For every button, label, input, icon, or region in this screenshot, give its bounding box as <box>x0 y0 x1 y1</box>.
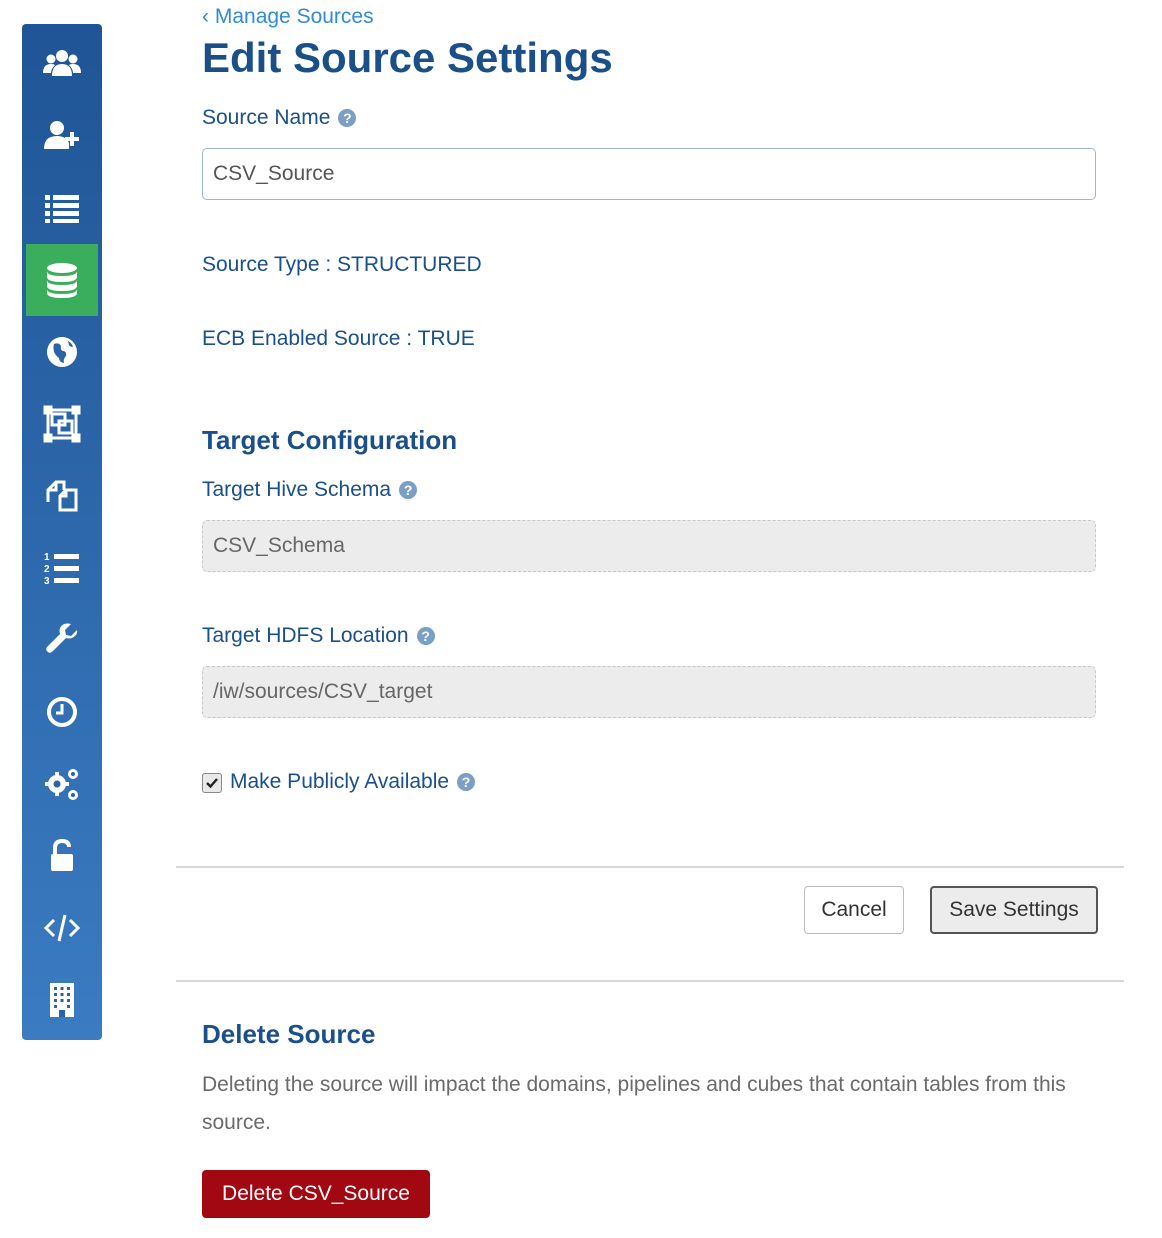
source-name-label-row <box>202 106 356 130</box>
nav-security[interactable] <box>26 820 98 892</box>
user-plus-icon <box>42 116 82 156</box>
make-public-checkbox[interactable] <box>202 773 222 793</box>
divider <box>176 866 1124 868</box>
help-icon[interactable]: ? <box>399 481 417 499</box>
ordered-list-icon <box>42 548 82 588</box>
make-public-label[interactable]: Make Publicly Available <box>230 770 450 793</box>
object-group-icon <box>42 404 82 444</box>
nav-add-user[interactable] <box>26 100 98 172</box>
nav-api[interactable] <box>26 892 98 964</box>
nav-organization[interactable] <box>26 964 98 1036</box>
list-icon <box>42 188 82 228</box>
chevron-left-icon: ‹ <box>202 5 209 28</box>
save-settings-button[interactable]: Save Settings <box>930 886 1098 934</box>
nav-schedule[interactable] <box>26 676 98 748</box>
hive-schema-input <box>202 520 1096 572</box>
users-icon <box>42 44 82 84</box>
source-name-input[interactable] <box>202 148 1096 200</box>
hive-schema-label-row <box>202 478 417 502</box>
copy-icon <box>42 476 82 516</box>
database-icon <box>42 260 82 300</box>
nav-tools[interactable] <box>26 604 98 676</box>
cancel-button[interactable]: Cancel <box>804 886 904 934</box>
nav-users[interactable] <box>26 28 98 100</box>
nav-cubes[interactable] <box>26 388 98 460</box>
page-title: Edit Source Settings <box>202 34 613 81</box>
delete-source-heading: Delete Source <box>202 1019 376 1049</box>
nav-list[interactable] <box>26 172 98 244</box>
building-icon <box>42 980 82 1020</box>
checkmark-icon <box>205 776 219 790</box>
svg-text:2: 2 <box>44 564 50 575</box>
nav-sources[interactable] <box>26 244 98 316</box>
hive-schema-label: Target Hive Schema <box>202 478 392 501</box>
sidebar <box>22 24 102 1040</box>
nav-settings[interactable] <box>26 748 98 820</box>
hdfs-location-label-row <box>202 624 435 648</box>
help-icon[interactable]: ? <box>457 773 475 791</box>
help-icon[interactable]: ? <box>417 627 435 645</box>
delete-source-button[interactable]: Delete CSV_Source <box>202 1170 430 1218</box>
back-to-manage-sources-link[interactable] <box>202 5 374 29</box>
nav-ordered-list[interactable] <box>26 532 98 604</box>
make-public-label-row <box>230 770 475 794</box>
delete-source-description: Deleting the source will impact the domains, pipelines and cubes that contain tables from this source. <box>202 1073 1066 1134</box>
source-name-label: Source Name <box>202 106 331 129</box>
clock-icon <box>42 692 82 732</box>
source-type-text: Source Type : STRUCTURED <box>202 253 482 276</box>
ecb-enabled-text: ECB Enabled Source : TRUE <box>202 327 475 350</box>
gears-icon <box>42 764 82 804</box>
nav-globe[interactable] <box>26 316 98 388</box>
unlock-icon <box>42 836 82 876</box>
svg-text:1: 1 <box>44 552 50 563</box>
code-icon <box>42 908 82 948</box>
help-icon[interactable]: ? <box>338 109 356 127</box>
divider <box>176 980 1124 982</box>
back-link-label: Manage Sources <box>214 5 374 28</box>
hdfs-location-label: Target HDFS Location <box>202 624 409 647</box>
hdfs-location-input <box>202 666 1096 718</box>
nav-copy[interactable] <box>26 460 98 532</box>
wrench-icon <box>42 620 82 660</box>
globe-icon <box>42 332 82 372</box>
target-configuration-heading: Target Configuration <box>202 425 458 455</box>
svg-text:3: 3 <box>44 576 50 587</box>
